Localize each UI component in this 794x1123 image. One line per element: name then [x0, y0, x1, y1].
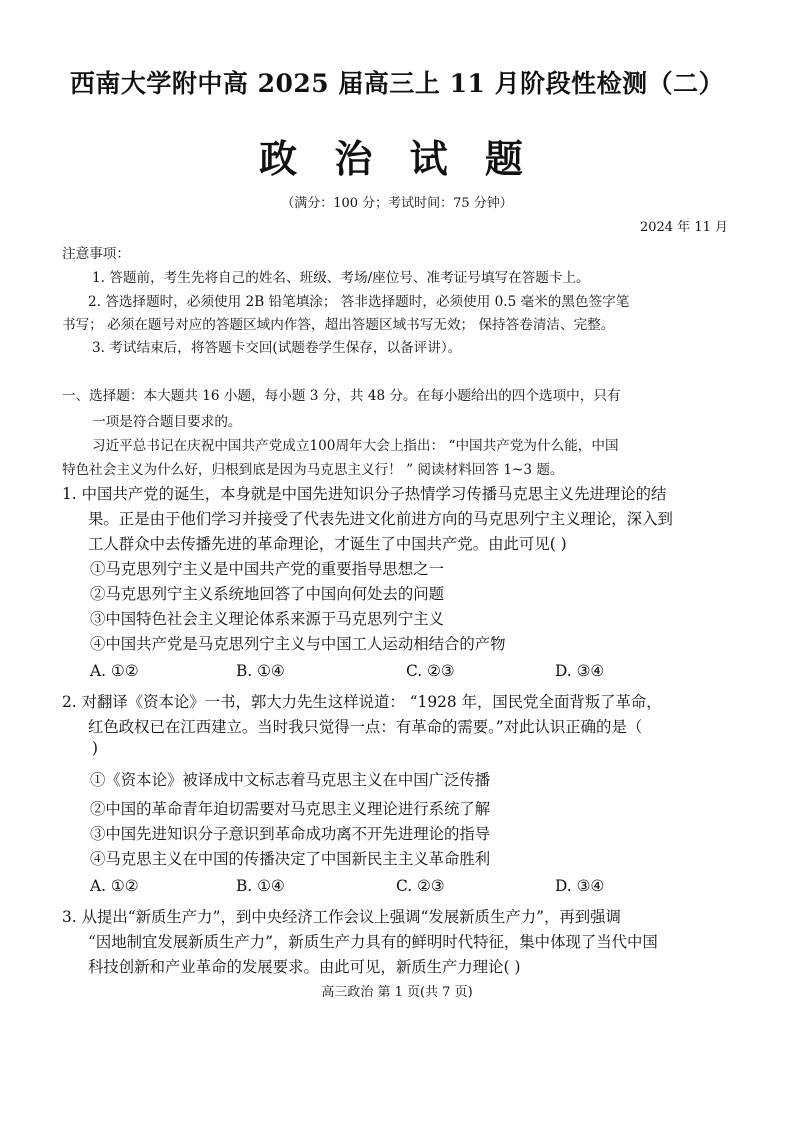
q2-option-b[interactable]: B. ①④	[236, 877, 285, 895]
q2-option-a[interactable]: A. ①②	[90, 877, 139, 895]
q2-option-c[interactable]: C. ②③	[396, 877, 445, 895]
q1-statement-2: ②马克思列宁主义系统地回答了中国向何处去的问题	[90, 585, 444, 603]
q1-statement-1: ①马克思列宁主义是中国共产党的重要指导思想之一	[90, 560, 444, 578]
score-time-info: （满分：100 分；考试时间：75 分钟）	[281, 196, 513, 211]
q2-statement-4: ④马克思主义在中国的传播决定了中国新民主主义革命胜利	[90, 850, 491, 868]
q1-line-3: 工人群众中去传播先进的革命理论，才诞生了中国共产党。由此可见( )	[88, 535, 567, 553]
q1-option-c[interactable]: C. ②③	[406, 662, 455, 680]
q1-statement-4: ④中国共产党是马克思列宁主义与中国工人运动相结合的产物	[90, 635, 506, 653]
q1-option-d[interactable]: D. ③④	[555, 662, 605, 680]
q1-line-1: 1. 中国共产党的诞生，本身就是中国先进知识分子热情学习传播马克思主义先进理论的结	[62, 485, 667, 503]
notes-item-2-line-2: 书写； 必须在题号对应的答题区域内作答，超出答题区域书写无效； 保持答卷清洁、完整。	[62, 317, 615, 333]
notes-item-3: 3. 考试结束后，将答题卡交回(试题卷学生保存，以备评讲）。	[92, 340, 462, 356]
q1-option-a[interactable]: A. ①②	[90, 662, 139, 680]
q2-statement-1: ①《资本论》被译成中文标志着马克思主义在中国广泛传播	[90, 771, 491, 789]
q3-line-3: 科技创新和产业革命的发展要求。由此可见，新质生产力理论( )	[88, 958, 521, 976]
q1-line-2: 果。正是由于他们学习并接受了代表先进文化前进方向的马克思列宁主义理论，深入到	[88, 510, 673, 528]
material-line-2: 特色社会主义为什么好，归根到底是因为马克思主义行！ ” 阅读材料回答 1~3 题。	[62, 462, 564, 478]
subject-title: 政 治 试 题	[259, 136, 535, 181]
q3-line-1: 3. 从提出“新质生产力”，到中央经济工作会议上强调“发展新质生产力”，再到强调	[62, 908, 621, 926]
notes-item-2-line-1: 2. 答选择题时，必须使用 2B 铅笔填涂； 答非选择题时，必须使用 0.5 毫米的黑色签字笔	[88, 294, 630, 310]
q2-line-2: 红色政权已在江西建立。当时我只觉得一点：有革命的需要。”对此认识正确的是（	[88, 718, 643, 736]
q3-line-2: “因地制宜发展新质生产力”，新质生产力具有的鲜明时代特征，集中体现了当代中国	[88, 933, 658, 951]
exam-title: 西南大学附中高 2025 届高三上 11 月阶段性检测（二）	[69, 69, 725, 98]
q2-statement-2: ②中国的革命青年迫切需要对马克思主义理论进行系统了解	[90, 800, 491, 818]
q2-statement-3: ③中国先进知识分子意识到革命成功离不开先进理论的指导	[90, 825, 491, 843]
q2-line-1: 2. 对翻译《资本论》一书，郭大力先生这样说道： “1928 年，国民党全面背叛了革命，	[62, 693, 662, 711]
notes-item-1: 1. 答题前，考生先将自己的姓名、班级、考场/座位号、准考证号填写在答题卡上。	[92, 270, 590, 286]
exam-date: 2024 年 11 月	[639, 220, 728, 235]
material-line-1: 习近平总书记在庆祝中国共产党成立100周年大会上指出： “中国共产党为什么能，中国	[92, 438, 619, 454]
section-heading-line-2: 一项是符合题目要求的。	[92, 414, 242, 430]
q2-line-3: )	[92, 739, 99, 757]
page-footer: 高三政治 第 1 页(共 7 页)	[321, 985, 473, 1000]
q2-option-d[interactable]: D. ③④	[555, 877, 605, 895]
q1-option-b[interactable]: B. ①④	[236, 662, 285, 680]
section-heading-line-1: 一、选择题：本大题共 16 小题，每小题 3 分，共 48 分。在每小题给出的四个选项中，只有	[62, 388, 621, 404]
q1-statement-3: ③中国特色社会主义理论体系来源于马克思列宁主义	[90, 610, 444, 628]
notes-heading: 注意事项：	[62, 246, 130, 262]
